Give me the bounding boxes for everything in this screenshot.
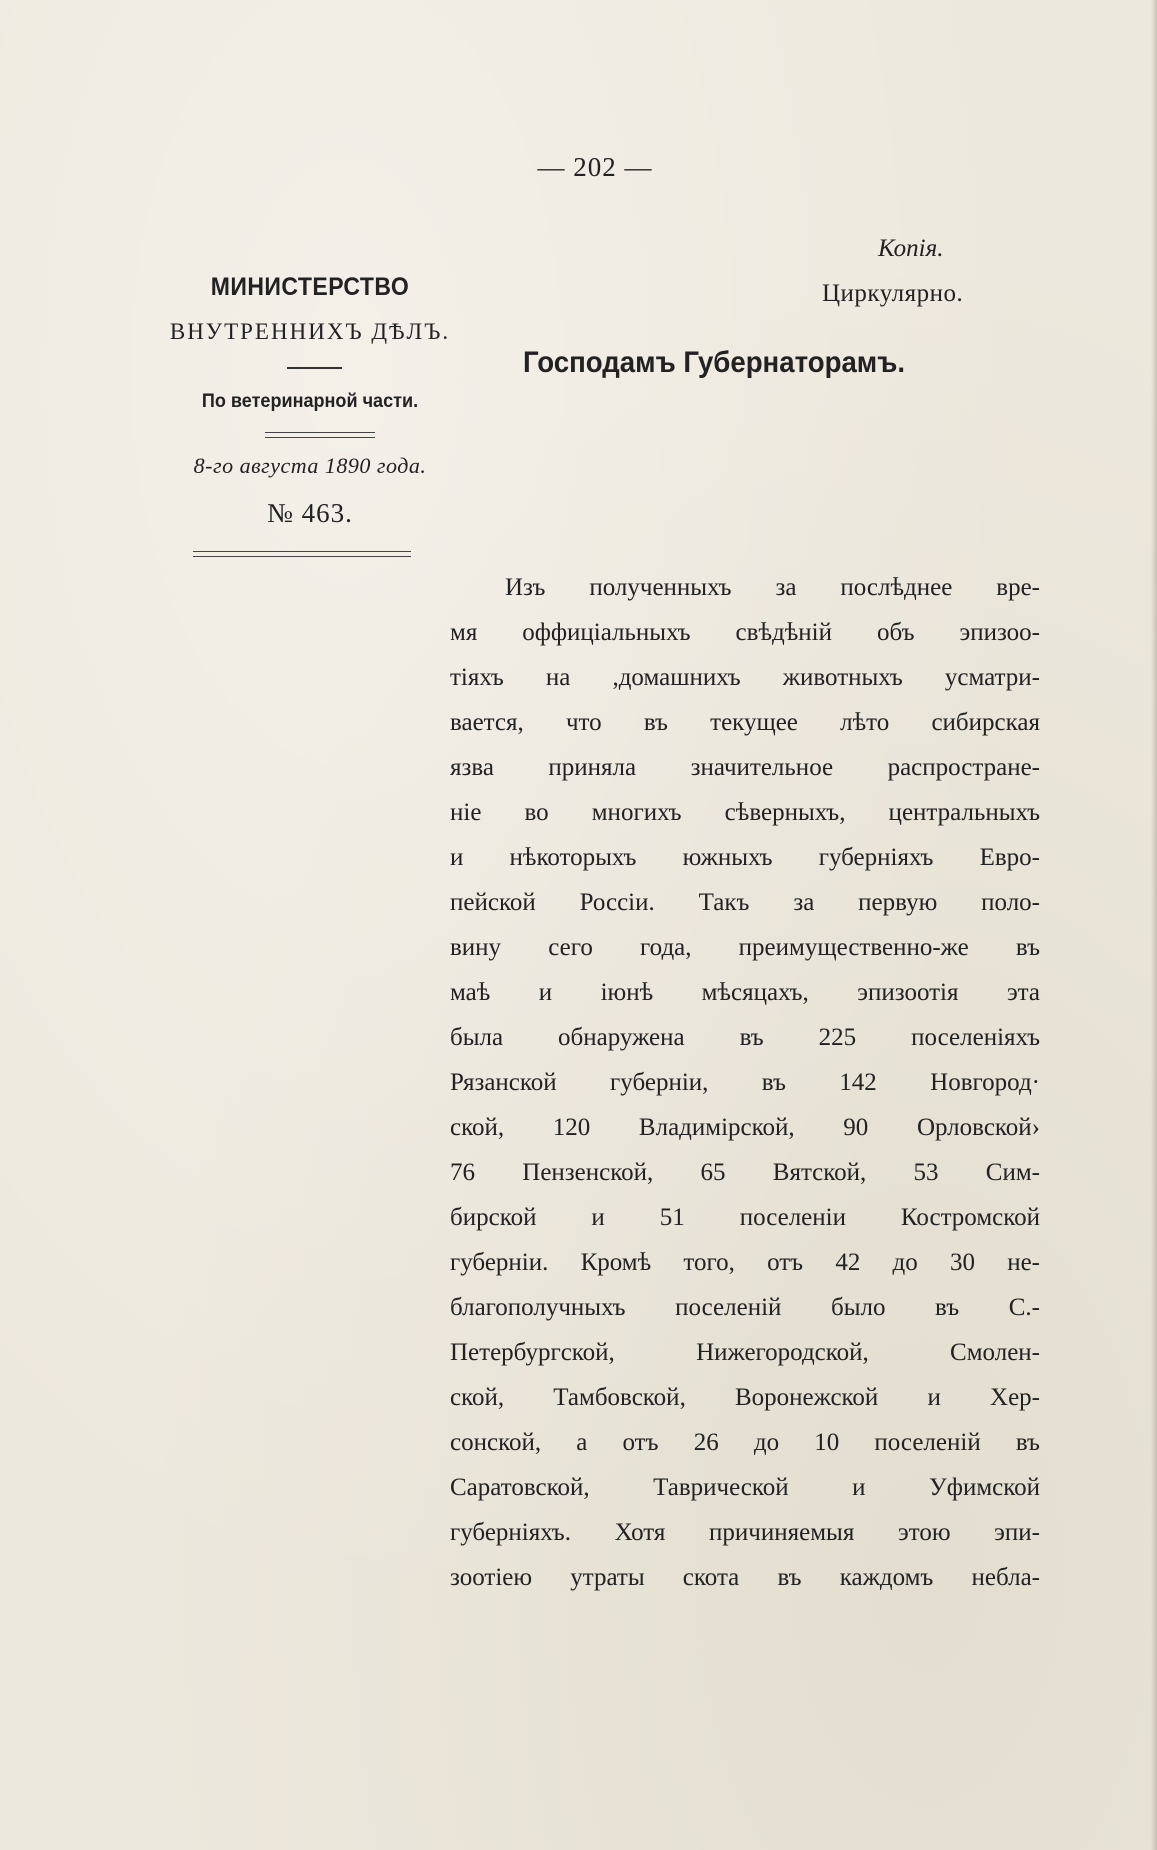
body-line: Петербургской, Нижегородской, Смолен- <box>450 1339 1040 1366</box>
page-edge-shadow <box>1151 0 1157 1850</box>
body-line: вается, что въ текущее лѣто сибирская <box>450 709 1040 736</box>
body-line: мя оффиціальныхъ свѣдѣній объ эпизоо- <box>450 619 1040 646</box>
ministry-subtitle: ВНУТРЕННИХЪ ДѢЛЪ. <box>169 319 451 344</box>
body-line: бирской и 51 поселеніи Костромской <box>450 1204 1040 1231</box>
page-number: — 202 — <box>537 152 653 182</box>
body-line: Изъ полученныхъ за послѣднее вре- <box>505 574 1040 601</box>
body-line: вину сего года, преимущественно-же въ <box>450 934 1040 961</box>
body-line: тіяхъ на ,домашнихъ животныхъ усматри- <box>450 664 1040 691</box>
double-divider <box>265 432 375 438</box>
body-line: губерніяхъ. Хотя причиняемыя этою эпи- <box>450 1519 1040 1546</box>
body-line: ской, 120 Владимірской, 90 Орловской› <box>450 1114 1040 1141</box>
short-divider <box>287 367 342 369</box>
section-divider <box>193 551 411 557</box>
body-line: благополучныхъ поселеній было въ С.- <box>450 1294 1040 1321</box>
body-line: язва приняла значительное распростране- <box>450 754 1040 781</box>
ministry-title: МИНИСТЕРСТВО <box>210 273 410 301</box>
department-label: По ветеринарной части. <box>201 391 419 412</box>
body-line: 76 Пензенской, 65 Вятской, 53 Сим- <box>450 1159 1040 1186</box>
body-line: маѣ и іюнѣ мѣсяцахъ, эпизоотія эта <box>450 979 1040 1006</box>
document-number: № 463. <box>267 498 353 528</box>
body-line: сонской, а отъ 26 до 10 поселеній въ <box>450 1429 1040 1456</box>
addressee-heading: Господамъ Губернаторамъ. <box>523 346 906 379</box>
copy-label: Копія. <box>878 235 944 262</box>
body-line: губерніи. Кромѣ того, отъ 42 до 30 не- <box>450 1249 1040 1276</box>
document-date: 8-го августа 1890 года. <box>193 453 427 478</box>
body-line: ніе во многихъ сѣверныхъ, центральныхъ <box>450 799 1040 826</box>
body-text <box>450 565 1040 1600</box>
body-line: зоотіею утраты скота въ каждомъ небла- <box>450 1564 1040 1591</box>
circular-label: Циркулярно. <box>822 280 964 307</box>
body-line: Саратовской, Таврической и Уфимской <box>450 1474 1040 1501</box>
body-line: ской, Тамбовской, Воронежской и Хер- <box>450 1384 1040 1411</box>
body-line: Рязанской губерніи, въ 142 Новгород· <box>450 1069 1040 1096</box>
body-line: пейской Россіи. Такъ за первую поло- <box>450 889 1040 916</box>
body-line: и нѣкоторыхъ южныхъ губерніяхъ Евро- <box>450 844 1040 871</box>
body-line: была обнаружена въ 225 поселеніяхъ <box>450 1024 1040 1051</box>
